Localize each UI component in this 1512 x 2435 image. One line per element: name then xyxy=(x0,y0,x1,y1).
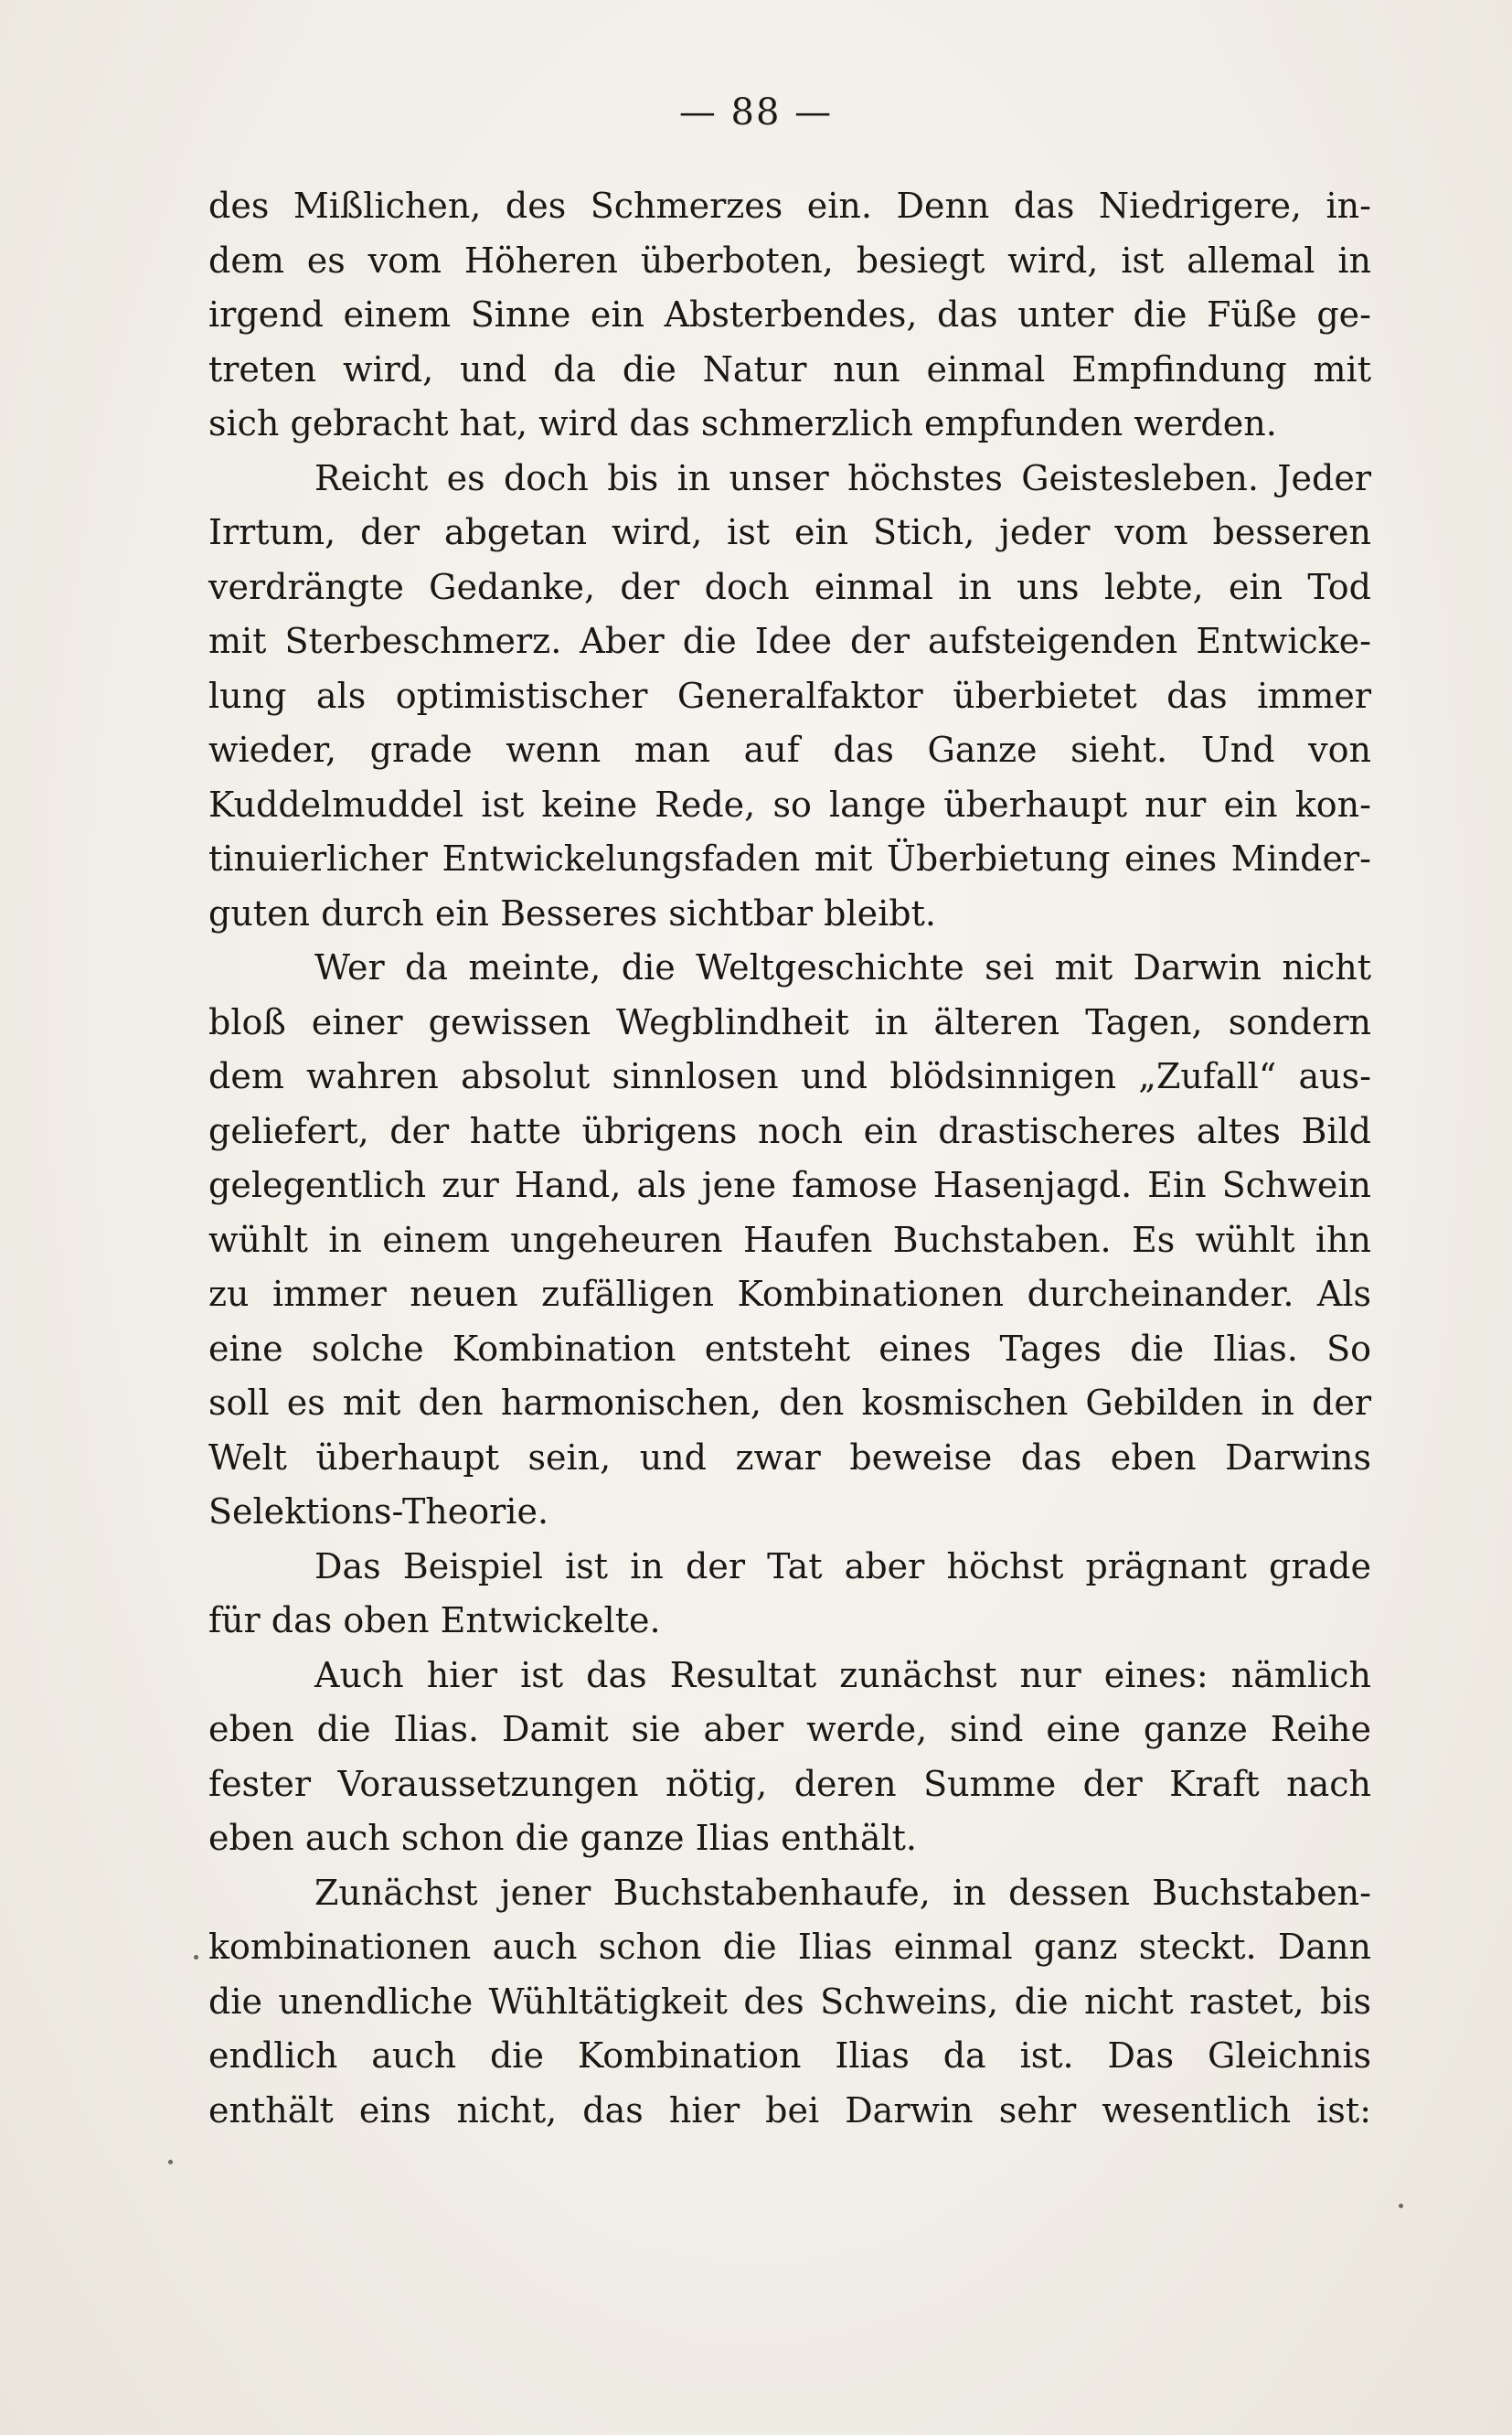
text-line: tinuierlicher Entwickelungsfaden mit Überbietung eines Minder- xyxy=(208,838,1371,879)
text-line: für das oben Entwickelte. xyxy=(208,1600,661,1640)
text-line: dem wahren absolut sinnlosen und blödsinnigen „Zufall“ aus- xyxy=(208,1056,1371,1096)
text-line: treten wird, und da die Natur nun einmal Empfindung mit xyxy=(208,348,1371,390)
text-line: verdrängte Gedanke, der doch einmal in uns lebte, ein Tod xyxy=(208,566,1371,607)
text-line: eben auch schon die ganze Ilias enthält. xyxy=(208,1818,918,1858)
text-line: Reicht es doch bis in unser höchstes Geistesleben. Jeder xyxy=(314,457,1371,498)
text-line: guten durch ein Besseres sichtbar bleibt. xyxy=(208,892,936,934)
text-line: wühlt in einem ungeheuren Haufen Buchstaben. Es wühlt ihn xyxy=(208,1219,1371,1260)
text-line: mit Sterbeschmerz. Aber die Idee der aufsteigenden Entwicke- xyxy=(208,621,1371,661)
body-text xyxy=(208,179,1371,2138)
text-line: Kuddelmuddel ist keine Rede, so lange überhaupt nur ein kon- xyxy=(208,784,1371,825)
text-line: irgend einem Sinne ein Absterbendes, das unter die Füße ge- xyxy=(208,294,1371,335)
text-line: zu immer neuen zufälligen Kombinationen durcheinander. Als xyxy=(208,1274,1371,1314)
text-line: eine solche Kombination entsteht eines Tages die Ilias. So xyxy=(208,1328,1371,1369)
text-line: enthält eins nicht, das hier bei Darwin sehr wesentlich ist: xyxy=(208,2089,1371,2131)
text-line: Auch hier ist das Resultat zunächst nur eines: nämlich xyxy=(314,1654,1371,1695)
text-line: bloß einer gewissen Wegblindheit in älteren Tagen, sondern xyxy=(208,1001,1371,1042)
text-line: eben die Ilias. Damit sie aber werde, sind eine ganze Reihe xyxy=(208,1709,1371,1749)
text-line: dem es vom Höheren überboten, besiegt wird, ist allemal in xyxy=(208,240,1371,281)
text-line: geliefert, der hatte übrigens noch ein drastischeres altes Bild xyxy=(208,1110,1371,1151)
text-line: Zunächst jener Buchstabenhaufe, in dessen Buchstaben- xyxy=(314,1872,1371,1913)
text-line: sich gebracht hat, wird das schmerzlich empfunden werden. xyxy=(208,403,1277,443)
text-line: Irrtum, der abgetan wird, ist ein Stich, jeder vom besseren xyxy=(208,512,1371,552)
text-line: soll es mit den harmonischen, den kosmischen Gebilden in der xyxy=(208,1383,1371,1423)
text-line: die unendliche Wühltätigkeit des Schweins, die nicht rastet, bis xyxy=(208,1981,1371,2022)
text-line: lung als optimistischer Generalfaktor überbietet das immer xyxy=(208,675,1371,716)
text-line: Wer da meinte, die Weltgeschichte sei mit Darwin nicht xyxy=(314,947,1371,988)
text-line: Welt überhaupt sein, und zwar beweise das eben Darwins xyxy=(208,1436,1371,1478)
page-number: — 88 — xyxy=(678,91,834,133)
text-line: Selektions-Theorie. xyxy=(208,1491,549,1532)
text-line: fester Voraussetzungen nötig, deren Summe der Kraft nach xyxy=(208,1763,1371,1804)
text-line: gelegentlich zur Hand, als jene famose Hasenjagd. Ein Schwein xyxy=(208,1165,1371,1205)
paper-speck xyxy=(168,2160,173,2164)
paper-speck xyxy=(194,1955,198,1960)
paper-speck xyxy=(1399,2204,1403,2208)
text-line: wieder, grade wenn man auf das Ganze sieht. Und von xyxy=(208,730,1371,770)
text-line: endlich auch die Kombination Ilias da ist. Das Gleichnis xyxy=(208,2035,1371,2076)
text-line: des Mißlichen, des Schmerzes ein. Denn das Niedrigere, in- xyxy=(208,186,1371,226)
text-line: kombinationen auch schon die Ilias einmal ganz steckt. Dann xyxy=(208,1927,1371,1967)
text-line: Das Beispiel ist in der Tat aber höchst prägnant grade xyxy=(314,1545,1371,1586)
